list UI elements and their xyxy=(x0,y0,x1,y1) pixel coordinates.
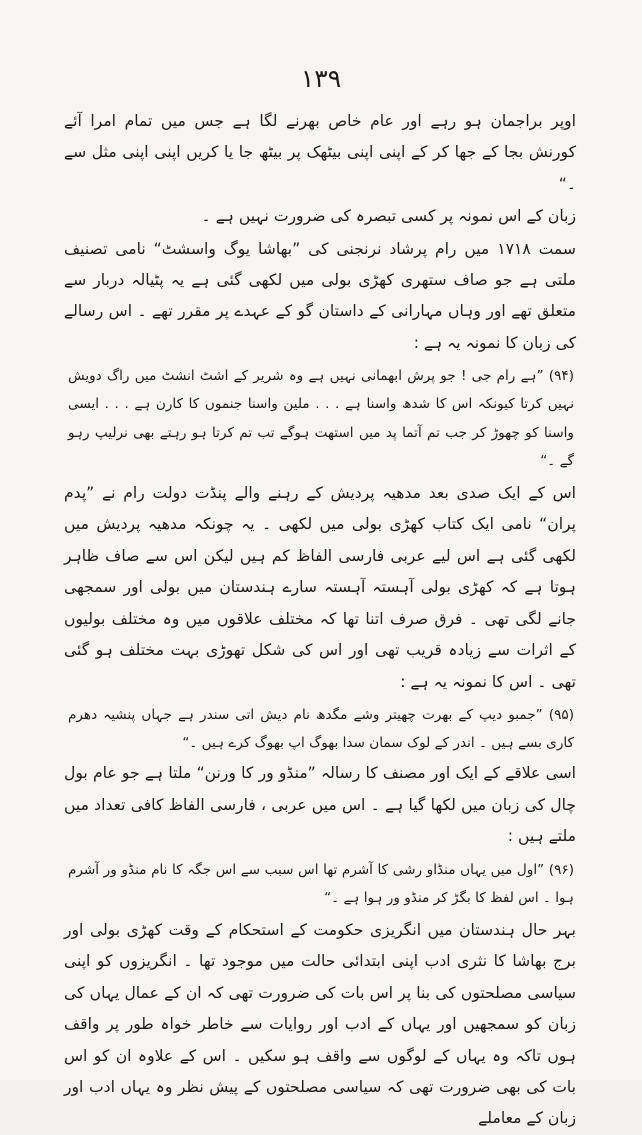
quotation-94: (۹۴) ”ہے رام جی ! جو پرش ابھمانی نہیں ہے وہ شریر کے اشٹ انشٹ میں راگ دویش نہیں کرتا کیونکہ اس کا شدھ واسنا ہے . . . ملین واسنا جنموں کا کارن ہے . . . ایسی واسنا کو چھوڑ کر جب تم آتما پد میں استھت ہوگے تب تم کرتا ہو رہتے بھی نرلیپ رہو گے ۔“ xyxy=(68,368,574,469)
paragraph-mandovar: اسی علاقے کے ایک اور مصنف کا رسالہ ”منڈو ور کا ورنن“ ملتا ہے جو عام بول چال کی زبان میں لکھا گیا ہے ۔ اس میں عربی ، فارسی الفاظ کافی تعداد میں ملتے ہیں : xyxy=(64,764,576,846)
quotation-95: (۹۵) ”جمبو دیپ کے بھرت چھیتر وشے مگدھ نام دیش اتی سندر ہے جہاں پنشیہ دھرم کاری بسے ہیں ۔ اندر کے لوک سمان سدا بھوگ اپ بھوگ کرے ہیں ۔“ xyxy=(68,706,574,752)
paragraph-ram-prashad: سمت ۱۷۱۸ میں رام پرشاد نرنجنی کی ”بھاشا یوگ واسشٹ“ نامی تصنیف ملتی ہے جو صاف ستھری کھڑی بولی میں لکھی گئی ہے یہ پٹیالہ دربار سے متعلق تھے اور وہاں مہارانی کے داستان گو کے عہدے پر مقرر تھے ۔ اس رسالے کی زبان کا نمونہ یہ ہے : xyxy=(64,239,576,352)
quotation-96: (۹۶) ”اول میں یہاں منڈاو رشی کا آشرم تھا اس سبب سے اس جگہ کا نام منڈو ور آشرم ہوا ۔ اس لفظ کا بگڑ کر منڈو ور ہوا ہے ۔“ xyxy=(68,861,574,906)
page-number: ۱۳۹ xyxy=(300,64,342,93)
paragraph-comment: زبان کے اس نمونہ پر کسی تبصرہ کی ضرورت نہیں ہے ۔ xyxy=(201,207,576,226)
paragraph-british-rule: بہر حال ہندستان میں انگریزی حکومت کے استحکام کے وقت کھڑی بولی اور برج بھاشا کا نثری ادب اپنی ابتدائی حالت میں موجود تھا ۔ انگریزوں کو اپنی سیاسی مصلحتوں کی بنا پر اس بات کی ضرورت تھی کہ ان کے عمال یہاں کی زبان کو سمجھیں اور یہاں کے ادب اور روایات سے خاطر خواہ طور پر واقف ہوں تاکہ وہ یہاں کے لوگوں سے واقف ہو سکیں ۔ اس کے علاوہ ان کو اس بات کی بھی ضرورت تھی کہ سیاسی مصلحتوں کے پیش نظر وہ یہاں ادب اور زبان کے معاملے xyxy=(64,920,576,1128)
page-content xyxy=(64,106,576,1135)
paragraph-opening: اوپر براجمان ہو رہے اور عام خاص بھرنے لگا ہے جس میں تمام امرا آئے کورنش بجا کے جھا کر کے اپنی اپنی بیٹھک پر بیٹھ جا یا کریں اپنی اپنی مثل سے ۔“ xyxy=(64,112,576,193)
paragraph-dault-ram: اس کے ایک صدی بعد مدھیہ پردیش کے رہنے والے پنڈت دولت رام نے ”پدم پران“ نامی ایک کتاب کھڑی بولی میں لکھی ۔ یہ چونکہ مدھیہ پردیش میں لکھی گئی ہے اس لیے عربی فارسی الفاظ کم ہیں لیکن اس سے صاف ظاہر ہوتا ہے کہ کھڑی بولی آہستہ آہستہ سارے ہندستان میں بولی اور سمجھی جانے لگی تھی ۔ فرق صرف اتنا تھا کہ مختلف علاقوں میں وہ مختلف بولیوں کے اثرات سے زیادہ قریب تھی اور اس کی شکل تھوڑی بہت مختلف ہو گئی تھی ۔ اس کا نمونہ یہ ہے : xyxy=(64,484,576,691)
